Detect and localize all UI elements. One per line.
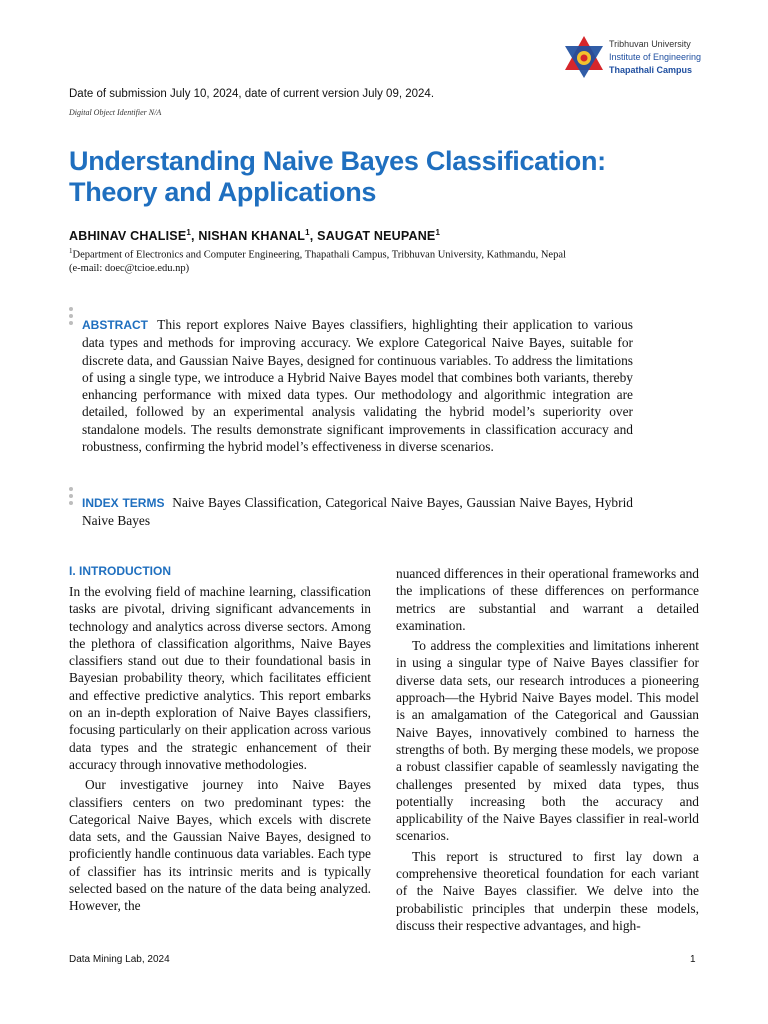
submission-date: Date of submission July 10, 2024, date of current version July 09, 2024.: [69, 88, 435, 100]
affiliation-email: (e-mail: doec@tcioe.edu.np): [69, 262, 190, 274]
abstract-text: This report explores Naive Bayes classifiers, highlighting their application to various data types and methods for improving accuracy. We explore Categorical Naive Bayes, suitable for discrete data, and Gaussian Naive Bayes, designed for continuous variables. To address the limitations of using a single type, we introduce a Hybrid Naive Bayes model that combines both variants, thereby enhancing performance with mixed data types. Our methodology and algorithmic integration are detailed, followed by an experimental analysis validating the hybrid model’s superiority over standalone models. The results demonstrate significant improvements in classification accuracy and robustness, confirming the hybrid model’s effectiveness in diverse scenarios.: [82, 317, 633, 455]
right-column: [396, 565, 699, 934]
footer-venue: Data Mining Lab, 2024: [69, 954, 170, 965]
abstract-marker-icon: [69, 307, 75, 328]
institution-block: [609, 38, 701, 77]
page-number: 1: [690, 954, 696, 965]
affiliation-department: Department of Electronics and Computer Engineering, Thapathali Campus, Tribhuvan University, Kathmandu, Nepal: [72, 249, 566, 261]
index-terms-text: Naive Bayes Classification, Categorical Naive Bayes, Gaussian Naive Bayes, Hybrid Naive Bayes: [82, 495, 633, 529]
author-name: SAUGAT NEUPANE: [317, 229, 436, 244]
paragraph: nuanced differences in their operational frameworks and the implications of these differences on performance metrics are substantial and warrant a detailed examination.: [396, 566, 699, 633]
paper-title: [69, 146, 709, 208]
section-heading: I. INTRODUCTION: [69, 564, 171, 578]
author-name: NISHAN KHANAL: [198, 229, 306, 244]
index-terms-label: INDEX TERMS: [82, 496, 165, 510]
title-line-1: Understanding Naive Bayes Classification:: [69, 146, 606, 176]
title-line-2: Theory and Applications: [69, 177, 377, 207]
paragraph: To address the complexities and limitations inherent in using a singular type of Naive Bayes classifier for diverse data sets, our research introduces a pioneering approach—the Hybrid Naive Bayes model. This model is an amalgamation of the Categorical and Gaussian Naive Bayes, innovatively combined to harness the strengths of both. By merging these models, we propose a robust classifier capable of seamlessly navigating the challenges presented by mixed data types, thus potentially increasing both the accuracy and applicability of the Naive Bayes classifier in real-world scenarios.: [396, 638, 699, 844]
doi-line: Digital Object Identifier N/A: [69, 108, 162, 117]
affiliation: $^1$Department of Electronics and Computer Engineering, Thapathali Campus, Tribhuvan University, Kathmandu, Nepal (e-mail: doec@tcioe.edu.np): [69, 247, 566, 274]
university-name: Tribhuvan University: [609, 39, 691, 49]
author-list: ABHINAV CHALISE$^1$, NISHAN KHANAL$^1$, SAUGAT NEUPANE$^1$: [69, 228, 441, 244]
campus-logo-icon: [563, 34, 605, 80]
paragraph: Our investigative journey into Naive Bayes classifiers centers on two predominant types: the Categorical Naive Bayes, which excels with discrete data sets, and the Gaussian Naive Bayes, designed to proficiently handle continuous data variables. Each type of classifier has its intrinsic merits and is typically selected based on the nature of the data being analyzed. However, the: [69, 777, 371, 914]
campus-name: Thapathali Campus: [609, 65, 693, 75]
abstract: [82, 316, 633, 455]
left-column: [69, 583, 371, 915]
paragraph: This report is structured to first lay down a comprehensive theoretical foundation for each variant of the Naive Bayes classifier. We delve into the probabilistic principles that underpin these models, discuss their respective advantages, and high-: [396, 848, 699, 933]
author-name: ABHINAV CHALISE: [69, 229, 187, 244]
abstract-label: ABSTRACT: [82, 318, 148, 332]
index-terms-marker-icon: [69, 487, 75, 508]
paragraph: In the evolving field of machine learning, classification tasks are pivotal, driving significant advancements in technology and analytics across diverse sectors. Among the plethora of classification algorithms, Naive Bayes classifiers stand out due to their foundational basis in Bayesian probability theory, which facilitates efficient and effective predictive analytics. This report embarks on an in-depth exploration of Naive Bayes classifiers, focusing particularly on their application across various data types and the strategic enhancement of their accuracy through innovative methodologies.: [69, 584, 371, 772]
institute-name: Institute of Engineering: [609, 52, 702, 62]
index-terms: [82, 494, 633, 530]
